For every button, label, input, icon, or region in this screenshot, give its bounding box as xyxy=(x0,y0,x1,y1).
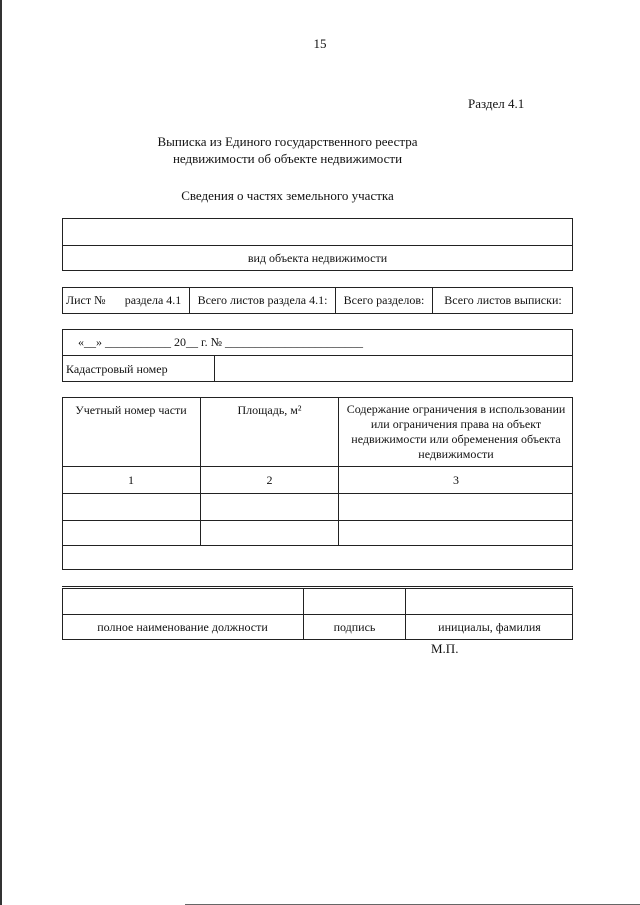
column-number-2: 2 xyxy=(266,472,273,487)
object-type-label: вид объекта недвижимости xyxy=(247,250,388,265)
sheet-number-label: Лист № xyxy=(66,293,106,307)
section-label: Раздел 4.1 xyxy=(468,96,525,111)
column-number-1: 1 xyxy=(128,472,134,487)
date-number-line: «__» ___________ 20__ г. № _______________________ xyxy=(78,335,364,349)
header-restriction: Содержание ограничения в использовании или ограничения права на объект недвижимости или обременения объекта недвижимости xyxy=(346,402,566,461)
total-sheets-extract-label: Всего листов выписки: xyxy=(444,293,562,307)
sign-label: подпись xyxy=(333,620,376,634)
position-label: полное наименование должности xyxy=(97,620,268,634)
total-sheets-section-label: Всего листов раздела 4.1: xyxy=(197,293,328,307)
column-number-3: 3 xyxy=(453,472,459,487)
page-number: 15 xyxy=(313,36,327,51)
total-sections-label: Всего разделов: xyxy=(343,293,425,307)
title-line-1: Выписка из Единого государственного реестра xyxy=(157,134,418,149)
cadastral-number-label: Кадастровый номер xyxy=(66,361,168,376)
header-area: Площадь, м² xyxy=(237,402,302,417)
cadastral-number-value xyxy=(216,357,571,381)
initials-label: инициалы, фамилия xyxy=(438,620,541,634)
title-line-2: недвижимости об объекте недвижимости xyxy=(172,151,403,166)
header-part-number: Учетный номер части xyxy=(75,402,187,417)
page-edge-left xyxy=(0,0,2,905)
stamp-placeholder: М.П. xyxy=(431,641,459,656)
subtitle: Сведения о частях земельного участка xyxy=(181,188,394,203)
sheet-of-section-label: раздела 4.1 xyxy=(124,293,182,307)
